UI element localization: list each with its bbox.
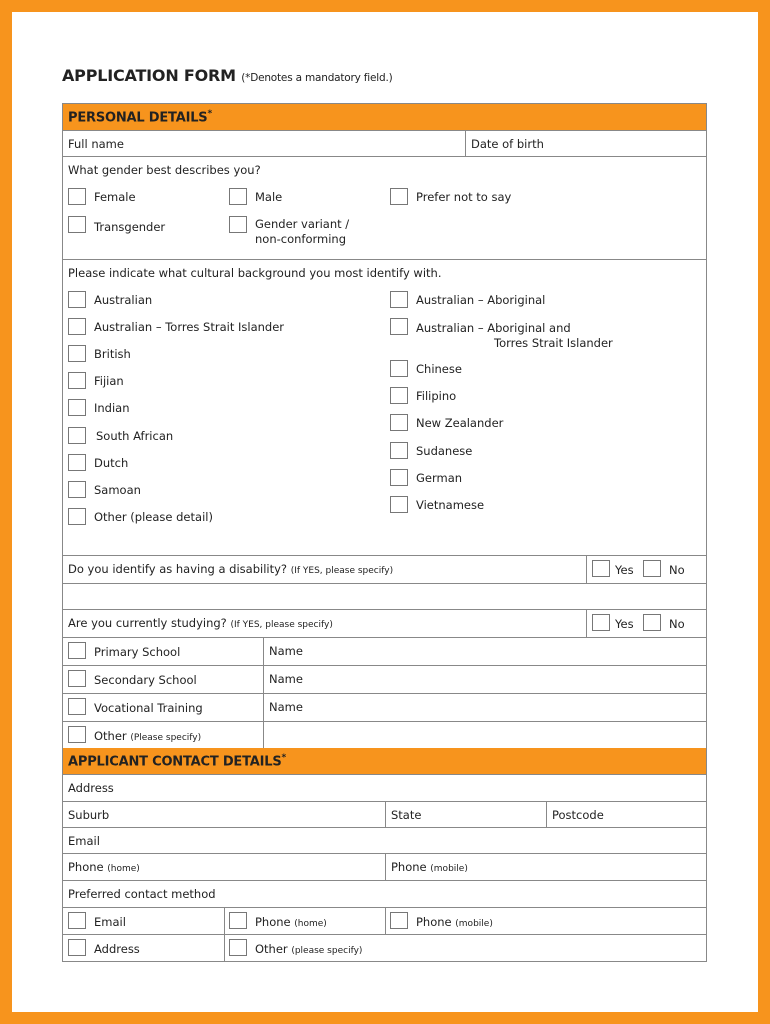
study-level-label: Primary School xyxy=(94,645,181,659)
dob-field[interactable]: Date of birth xyxy=(465,131,706,156)
study-name-label: Name xyxy=(269,700,303,714)
culture-checkbox[interactable] xyxy=(390,387,408,404)
studying-question: Are you currently studying? (If YES, please specify) xyxy=(68,616,333,630)
culture-option-label: Samoan xyxy=(94,483,141,497)
study-name-field[interactable] xyxy=(263,694,706,721)
state-field[interactable]: State xyxy=(385,802,546,827)
form-title: APPLICATION FORM (*Denotes a mandatory field.) xyxy=(62,66,393,85)
address-field[interactable]: Address xyxy=(63,774,706,801)
culture-option-label: Australian xyxy=(94,293,153,307)
studying-row: Are you currently studying? (If YES, please specify) Yes No xyxy=(63,609,706,637)
culture-checkbox[interactable] xyxy=(390,469,408,486)
culture-checkbox[interactable] xyxy=(390,414,408,431)
studying-yes-checkbox[interactable] xyxy=(592,614,610,631)
study-other-checkbox[interactable] xyxy=(68,726,86,743)
mandatory-note: (*Denotes a mandatory field.) xyxy=(241,72,393,84)
culture-checkbox[interactable] xyxy=(68,345,86,362)
culture-option-label: Chinese xyxy=(416,362,462,376)
contact-details-header: APPLICANT CONTACT DETAILS* xyxy=(63,748,706,774)
gender-variant-checkbox[interactable] xyxy=(229,216,247,233)
culture-option-label: British xyxy=(94,347,131,361)
culture-checkbox[interactable] xyxy=(390,318,408,335)
culture-option-label: Other (please detail) xyxy=(94,510,213,524)
personal-details-header: PERSONAL DETAILS* xyxy=(63,104,706,130)
study-level-row xyxy=(63,693,706,721)
culture-checkbox[interactable] xyxy=(390,496,408,513)
study-name-field[interactable] xyxy=(263,638,706,665)
study-other-row: Other (Please specify) xyxy=(63,721,706,748)
contact-method-row-1: Email Phone (home) Phone (mobile) xyxy=(63,907,706,934)
phone-mobile-field[interactable]: Phone (mobile) xyxy=(385,854,706,880)
culture-checkbox[interactable] xyxy=(68,399,86,416)
study-name-label: Name xyxy=(269,672,303,686)
culture-checkbox[interactable] xyxy=(68,372,86,389)
culture-row: Please indicate what cultural background you most identify with. Australian Australian – Torres Strait Islander British Fijian Indian South African Dutch Samoan Other (please detail) Australian – Aboriginal Australian – Aboriginal and Torres Strait Islander Chinese Filipino New Zealander Sudanese German Vietnamese xyxy=(63,259,706,555)
contact-other-checkbox[interactable] xyxy=(229,939,247,956)
disability-question: Do you identify as having a disability? (If YES, please specify) xyxy=(68,562,394,576)
contact-phone-home-checkbox[interactable] xyxy=(229,912,247,929)
gender-row: What gender best describes you? Female Male Prefer not to say Transgender Gender variant / non-conforming xyxy=(63,156,706,259)
culture-option-label: Indian xyxy=(94,401,130,415)
contact-address-checkbox[interactable] xyxy=(68,939,86,956)
culture-checkbox[interactable] xyxy=(68,427,86,444)
culture-option-label: Vietnamese xyxy=(416,498,485,512)
gender-prefer-not-checkbox[interactable] xyxy=(390,188,408,205)
culture-option-label: Dutch xyxy=(94,456,129,470)
disability-no-checkbox[interactable] xyxy=(643,560,661,577)
culture-option-label: Australian – Torres Strait Islander xyxy=(94,320,285,334)
study-level-checkbox[interactable] xyxy=(68,698,86,715)
culture-option-label: Fijian xyxy=(94,374,124,388)
phone-row xyxy=(63,853,706,880)
form-page xyxy=(12,12,758,1012)
study-level-checkbox[interactable] xyxy=(68,670,86,687)
disability-specify-field[interactable] xyxy=(63,583,706,609)
studying-no-checkbox[interactable] xyxy=(643,614,661,631)
study-name-field[interactable] xyxy=(263,666,706,693)
suburb-row xyxy=(63,801,706,827)
study-name-label: Name xyxy=(269,644,303,658)
study-level-label: Vocational Training xyxy=(94,701,203,715)
culture-checkbox[interactable] xyxy=(68,508,86,525)
preferred-contact-row: Preferred contact method xyxy=(63,880,706,907)
gender-male-checkbox[interactable] xyxy=(229,188,247,205)
gender-transgender-checkbox[interactable] xyxy=(68,216,86,233)
culture-option-label: New Zealander xyxy=(416,416,504,430)
culture-checkbox[interactable] xyxy=(390,442,408,459)
gender-question: What gender best describes you? xyxy=(68,163,261,177)
culture-option-label: South African xyxy=(96,429,174,443)
culture-checkbox[interactable] xyxy=(390,360,408,377)
culture-checkbox[interactable] xyxy=(68,318,86,335)
contact-email-checkbox[interactable] xyxy=(68,912,86,929)
study-level-label: Secondary School xyxy=(94,673,197,687)
phone-home-field[interactable]: Phone (home) xyxy=(68,860,140,874)
culture-checkbox[interactable] xyxy=(68,291,86,308)
study-other-specify[interactable] xyxy=(263,722,706,748)
study-level-checkbox[interactable] xyxy=(68,642,86,659)
application-form xyxy=(62,103,707,962)
culture-option-label: German xyxy=(416,471,463,485)
contact-method-row-2: Address Other (please specify) xyxy=(63,934,706,961)
study-level-row xyxy=(63,665,706,693)
name-dob-row xyxy=(63,130,706,156)
culture-question: Please indicate what cultural background you most identify with. xyxy=(68,266,442,280)
email-field[interactable]: Email xyxy=(63,827,706,853)
full-name-field[interactable]: Full name xyxy=(68,137,124,151)
culture-checkbox[interactable] xyxy=(68,481,86,498)
postcode-field[interactable]: Postcode xyxy=(546,802,706,827)
study-level-row xyxy=(63,637,706,665)
suburb-field[interactable]: Suburb xyxy=(68,808,110,822)
culture-checkbox[interactable] xyxy=(390,291,408,308)
study-level-rows xyxy=(63,637,706,721)
gender-female-checkbox[interactable] xyxy=(68,188,86,205)
culture-option-label: Filipino xyxy=(416,389,457,403)
culture-checkbox[interactable] xyxy=(68,454,86,471)
contact-phone-mobile-checkbox[interactable] xyxy=(390,912,408,929)
disability-yes-checkbox[interactable] xyxy=(592,560,610,577)
culture-option-label: Sudanese xyxy=(416,444,473,458)
disability-row: Do you identify as having a disability? (If YES, please specify) Yes No xyxy=(63,555,706,583)
